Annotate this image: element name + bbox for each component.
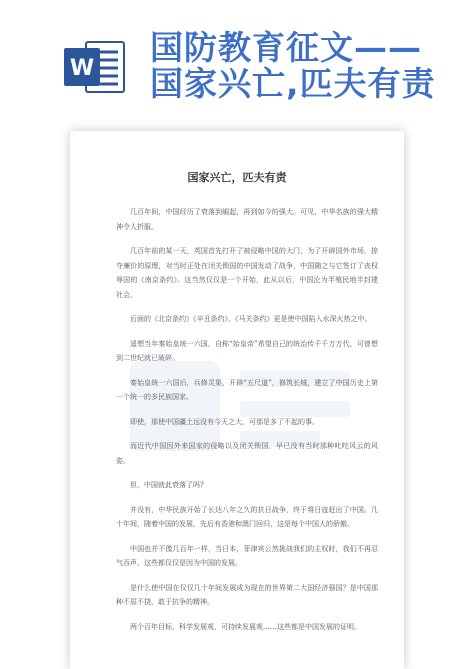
paragraph: 而近代中国因外来国家的侵略以及闭关锁国，早已没有当时那种叱咤风云的风姿。	[116, 442, 378, 465]
paragraph: 几百年前的某一天，英国首先打开了被侵略中国的大门，为了开辟国外市场，掠夺廉价的原理，对当时正处在闭关锁国的中国发动了战争，中国随之与它签订了丧权辱国的《南京条约》。这当然仅仅是一个开始，此从以后，中国沦为半殖民地半封建社会。	[116, 247, 378, 299]
logo-letter: W	[69, 56, 95, 81]
paragraph: 秦始皇统一六国后，兵修灵渠，开辟“五尺道”，修筑长城，建立了中国历史上第一个统一的多民族国家。	[116, 378, 378, 401]
paragraph: 后面的《北京条约》《辛丑条约》，《马关条约》更是使中国陷入水深火热之中。	[130, 315, 372, 323]
paragraph: 中国也并不像几百年一样，当日本，菲律宾公然挑战我们的主权时，我们不再忍气吞声。这些都仅仅是因为中国的发展。	[116, 544, 378, 567]
paragraph: 并没有，中华民族开始了长达八年之久的抗日战争，终于将日寇赶出了中国。几十年间，随着中国的发展，先后有香港和澳门回归，这是每个中国人的骄傲。	[116, 505, 378, 528]
paragraph: 但，中国就此衰落了吗?	[130, 481, 204, 489]
header	[0, 0, 474, 112]
page-heading: 国家兴亡，匹夫有责	[187, 171, 287, 184]
paragraph: 是什么使中国在仅仅几十年间发展成为现在的世界第二大国经济强国？是中国那种不屈不挠，敢于抗争的精神。	[116, 583, 378, 606]
paragraph: 即使，那使中国疆土远没有今天之大，可那是多了不起的事。	[130, 417, 319, 426]
word-document-icon	[64, 38, 126, 96]
paragraph: 遥想当年秦始皇统一六国，自称“始皇帝”希望自己的统治传千千万万代，可曾想到二世纪就已破碎。	[116, 339, 378, 362]
paragraph: 两个百年目标，科学发展观，可持续发展观……这些都是中国发展的证明。	[130, 622, 361, 631]
paragraph: 几百年间，中国经历了衰落到崛起，再到如今的强大。可见，中华名族的强大精神令人折服。	[116, 208, 378, 231]
document-title	[150, 30, 436, 102]
document-title-line-2: 国家兴亡,匹夫有责	[150, 64, 436, 103]
document-page	[70, 131, 404, 669]
document-body	[116, 205, 378, 644]
document-title-line-1: 国防教育征文——	[150, 28, 422, 67]
